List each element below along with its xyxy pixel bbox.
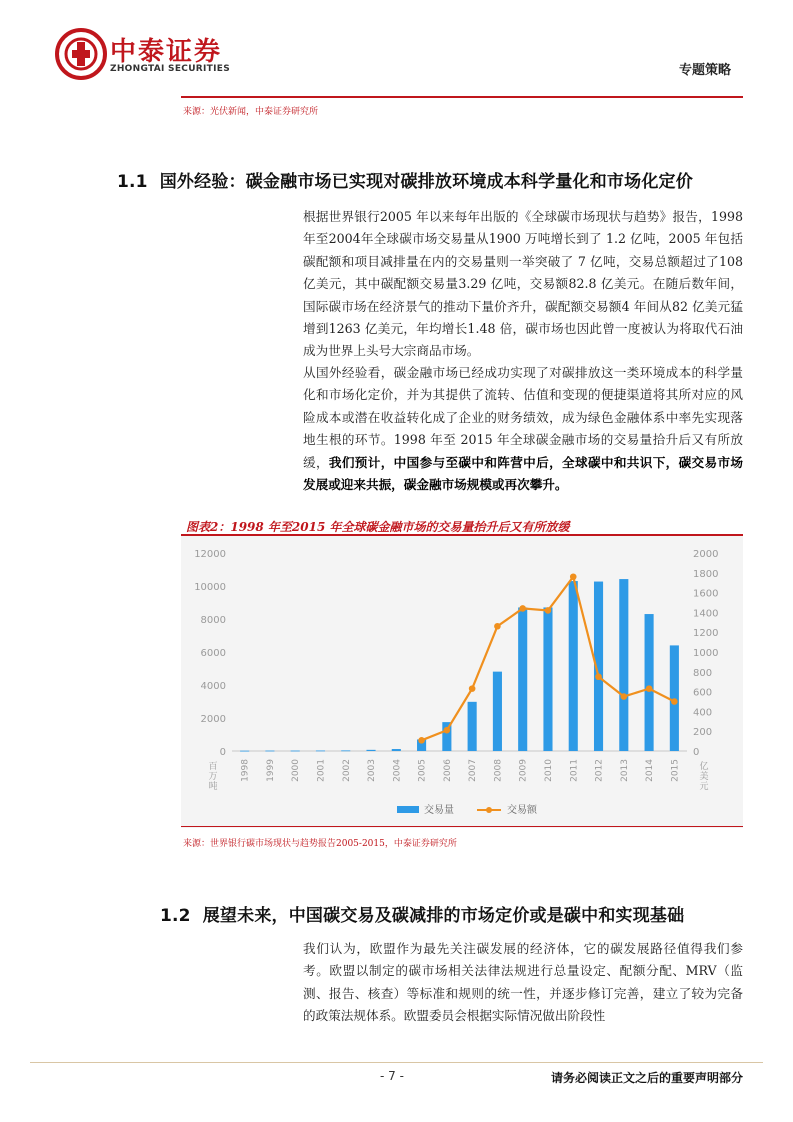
volume-bar xyxy=(366,750,375,751)
y-right-axis-label: 亿美元 xyxy=(699,762,709,792)
y-left-tick-label: 2000 xyxy=(200,714,226,725)
x-tick-label: 2006 xyxy=(442,759,453,782)
value-point xyxy=(418,737,425,744)
paragraph-2 xyxy=(303,362,743,496)
volume-bar xyxy=(341,750,350,751)
x-tick-label: 2003 xyxy=(367,759,378,782)
y-right-tick-label: 1400 xyxy=(693,608,719,620)
x-tick-label: 2000 xyxy=(291,759,302,782)
value-point xyxy=(595,673,602,680)
value-point xyxy=(621,693,628,700)
section-title: 国外经验：碳金融市场已实现对碳排放环境成本科学量化和市场化定价 xyxy=(159,172,693,192)
volume-bar xyxy=(265,751,274,752)
y-left-tick-label: 10000 xyxy=(194,582,226,593)
figure-source-note: 来源：世界银行碳市场现状与趋势报告2005-2015，中泰证券研究所 xyxy=(183,839,457,849)
volume-bar xyxy=(518,607,527,751)
x-tick-label: 2010 xyxy=(543,759,554,782)
top-source-note: 来源：光伏新闻，中泰证券研究所 xyxy=(183,107,319,117)
page-number: - 7 - xyxy=(380,1069,404,1083)
volume-bar xyxy=(569,581,578,751)
value-point xyxy=(646,685,653,692)
volume-bar xyxy=(291,751,300,752)
value-point xyxy=(671,698,678,705)
paragraph-2-conclusion: 我们预计，中国参与至碳中和阵营中后，全球碳中和共识下，碳交易市场发展或迎来共振，碳金融市场规模或再次攀升。 xyxy=(303,454,744,493)
x-tick-label: 2007 xyxy=(468,759,479,782)
disclaimer-note: 请务必阅读正文之后的重要声明部分 xyxy=(550,1071,743,1085)
y-right-tick-label: 1600 xyxy=(693,588,719,600)
y-right-tick-label: 200 xyxy=(693,727,713,739)
volume-bar xyxy=(619,579,628,751)
carbon-market-chart xyxy=(181,538,743,826)
section-heading-1-1 xyxy=(117,167,693,192)
y-right-tick-label: 2000 xyxy=(693,549,719,560)
x-tick-label: 2009 xyxy=(518,759,529,782)
y-right-tick-label: 1800 xyxy=(693,568,719,580)
company-name-cn: 中泰证券 xyxy=(110,37,223,67)
y-left-tick-label: 6000 xyxy=(200,648,226,659)
y-right-tick-label: 600 xyxy=(693,687,713,699)
value-point xyxy=(494,623,501,630)
x-tick-label: 2004 xyxy=(392,759,403,782)
legend-swatch-volume xyxy=(397,806,419,813)
volume-bar xyxy=(316,751,325,752)
x-tick-label: 2012 xyxy=(594,759,605,782)
value-point xyxy=(545,607,552,614)
x-tick-label: 1998 xyxy=(240,759,251,782)
x-tick-label: 2014 xyxy=(645,759,656,782)
paragraph-2-text: 从国外经验看，碳金融市场已经成功实现了对碳排放这一类环境成本的科学量化和市场化定价，并为其提供了流转、估值和变现的便捷渠道将其所对应的风险成本或潜在收益转化成了企业的财务绩效，成为绿色金融体系中率先实现落地生根的环节。1998 年至 2015 年全球碳金融市场的交易量拾升后又有所放缓， xyxy=(303,365,743,470)
value-point xyxy=(444,727,451,734)
y-right-tick-label: 400 xyxy=(693,707,713,719)
legend-marker-value xyxy=(486,807,492,813)
y-left-tick-label: 0 xyxy=(219,747,226,758)
x-tick-label: 1999 xyxy=(265,759,276,782)
logo-emblem-icon xyxy=(55,28,107,80)
value-point xyxy=(469,685,476,692)
volume-bar xyxy=(645,614,654,751)
paragraph-3: 我们认为，欧盟作为最先关注碳发展的经济体，它的碳发展路径值得我们参考。欧盟以制定的碳市场相关法律法规进行总量设定、配额分配、MRV（监测、报告、核查）等标准和规则的统一性，并逐步修订完善，建立了较为完备的政策法规体系。欧盟委员会根据实际情况做出阶段性 xyxy=(303,941,743,1024)
x-tick-label: 2005 xyxy=(417,759,428,782)
company-name-en: ZHONGTAI SECURITIES xyxy=(110,64,230,74)
x-tick-label: 2011 xyxy=(569,759,580,782)
section-heading-1-2 xyxy=(160,901,684,926)
y-left-axis-label: 百万吨 xyxy=(208,762,218,792)
footer-divider xyxy=(30,1062,763,1063)
y-left-tick-label: 8000 xyxy=(200,615,226,626)
y-right-tick-label: 800 xyxy=(693,667,713,679)
paragraph-1: 根据世界银行2005 年以来每年出版的《全球碳市场现状与趋势》报告，1998 年至2004年全球碳市场交易量从1900 万吨增长到了 1.2 亿吨，2005 年包括碳配额和项目减排量在内的交易量则一举突破了 7 亿吨，交易总额超过了108 亿美元，其中碳配额交易量3.29 亿吨，交易额82.8 亿美元。在随后数年间，国际碳市场在经济景气的推动下量价齐升，碳配额交易额4 年间从82 亿美元猛增到1263 亿美元，年均增长1.48 倍，碳市场也因此曾一度被认为将取代石油成为世界上头号大宗商品市场。 xyxy=(303,209,743,359)
volume-bar xyxy=(468,702,477,751)
x-tick-label: 2013 xyxy=(619,759,630,782)
report-type-tag: 专题策略 xyxy=(678,63,731,78)
legend-label-volume: 交易量 xyxy=(424,805,454,816)
section-number: 1.2 xyxy=(160,906,191,926)
volume-bar xyxy=(392,749,401,751)
volume-bar xyxy=(543,607,552,751)
legend-label-value: 交易额 xyxy=(507,805,537,816)
x-tick-label: 2015 xyxy=(670,759,681,782)
volume-bar xyxy=(493,672,502,751)
x-tick-label: 2001 xyxy=(316,759,327,782)
y-right-tick-label: 0 xyxy=(693,747,700,758)
figure-bottom-divider xyxy=(181,826,743,827)
y-right-tick-label: 1000 xyxy=(693,648,719,659)
figure-title: 图表2：1998 年至2015 年全球碳金融市场的交易量抬升后又有所放缓 xyxy=(186,520,570,534)
volume-bar xyxy=(240,751,249,752)
section-number: 1.1 xyxy=(117,172,148,192)
header-divider xyxy=(181,96,743,98)
value-point xyxy=(570,573,577,580)
value-point xyxy=(519,605,526,612)
y-left-tick-label: 4000 xyxy=(200,681,226,692)
section-title: 展望未来，中国碳交易及碳减排的市场定价或是碳中和实现基础 xyxy=(202,906,685,926)
y-right-tick-label: 1200 xyxy=(693,628,719,640)
x-tick-label: 2002 xyxy=(341,759,352,782)
y-left-tick-label: 12000 xyxy=(194,549,226,560)
x-tick-label: 2008 xyxy=(493,759,504,782)
